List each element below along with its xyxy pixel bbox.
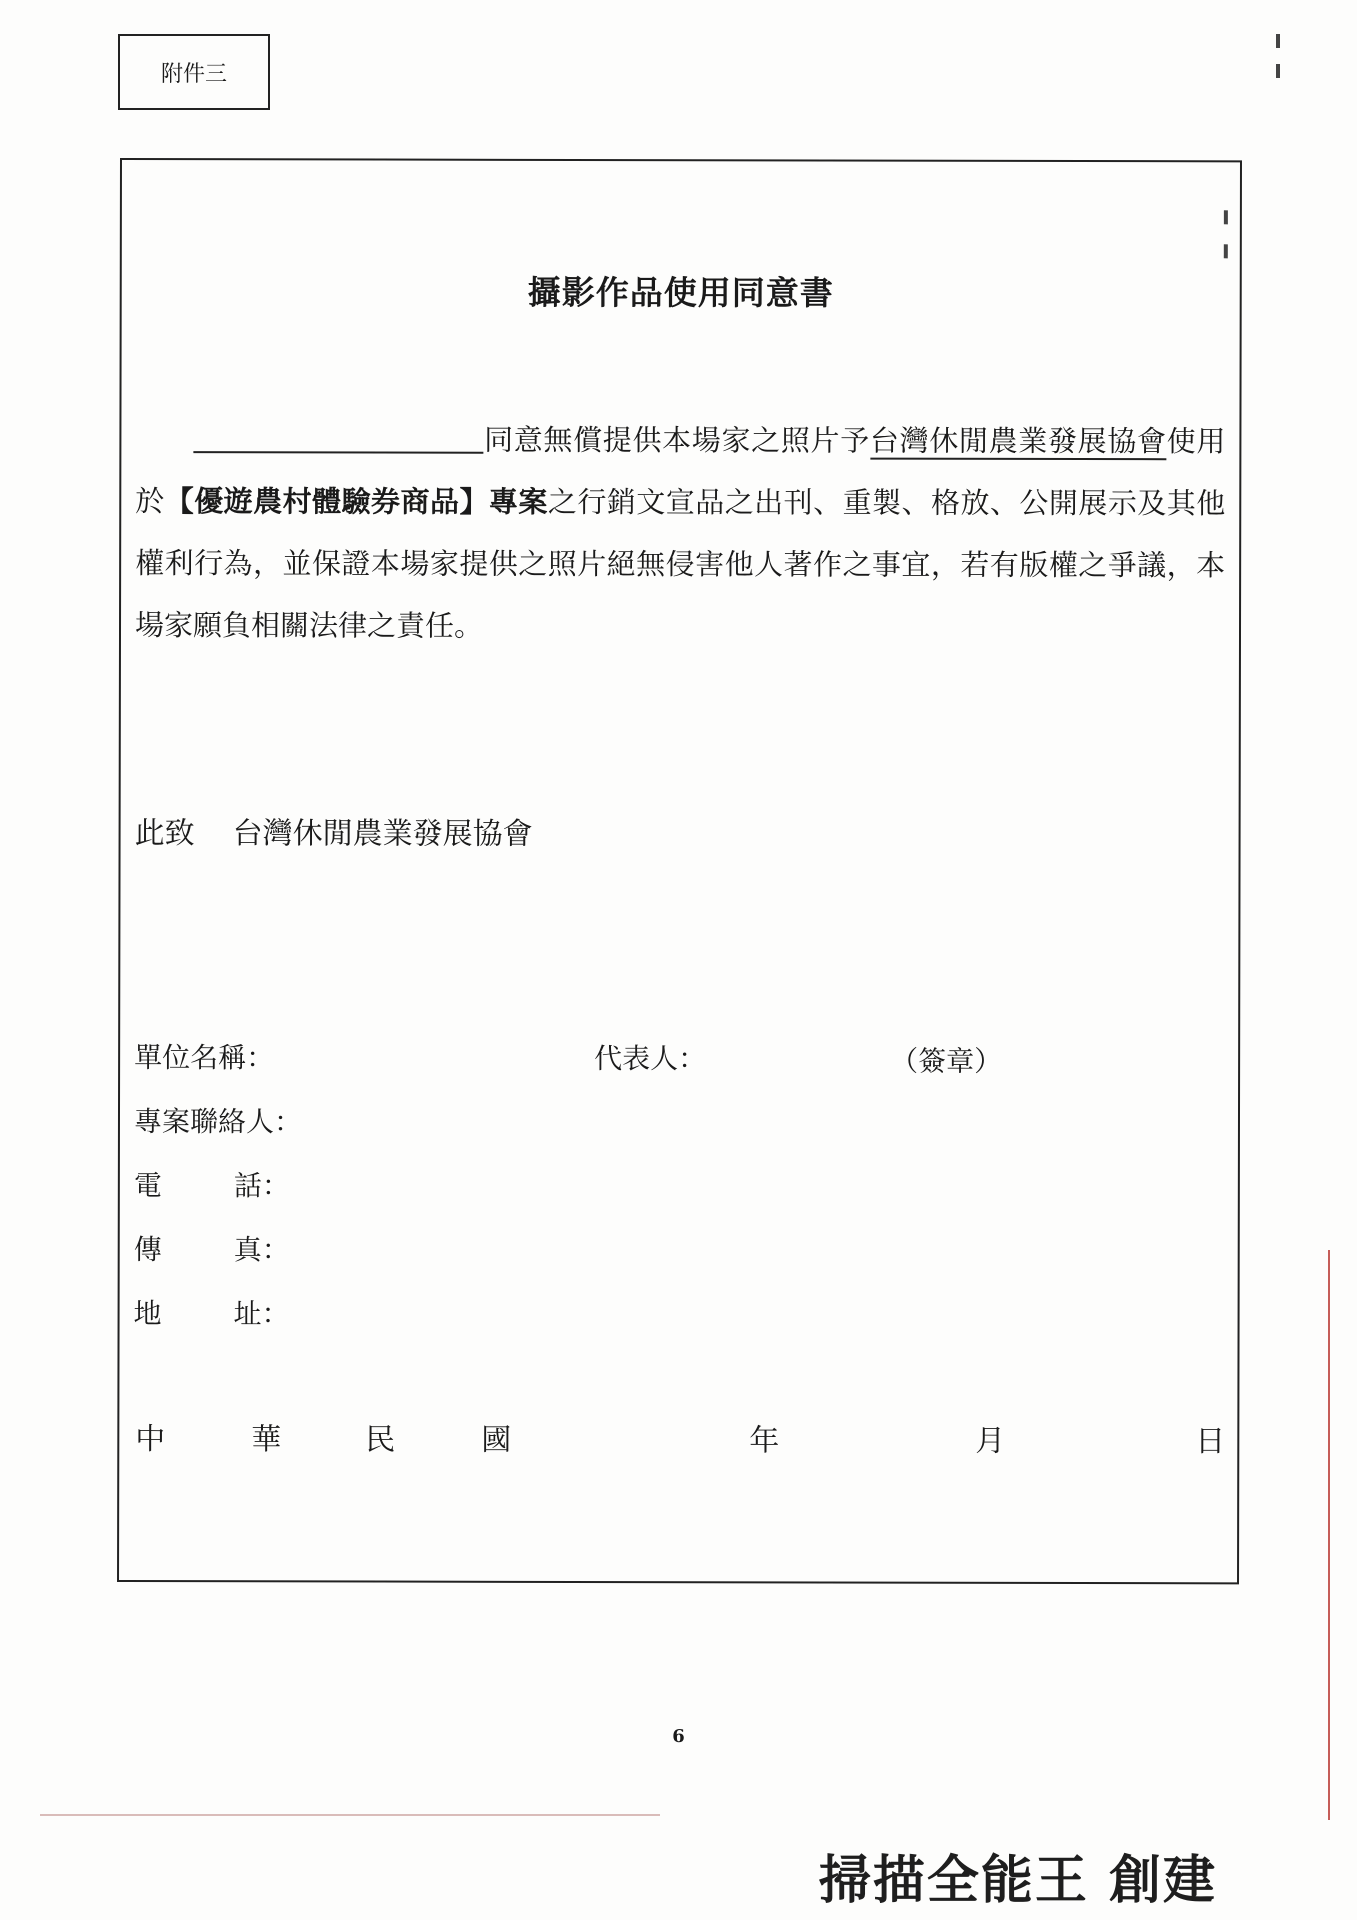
para-after-bold: 之行銷文宣品之出刊、重製、格放、公開展示及其他權利行為，並保證本場家提供之照片絕無侵害他人著作之事宜，若有版權之爭議，本場家願負相關法律之責任。 xyxy=(134,484,1226,643)
fax-label-b: 真： xyxy=(233,1233,290,1267)
fax-label-a: 傳 xyxy=(133,1233,162,1267)
date-hua: 華 xyxy=(251,1422,282,1458)
salutation-organization: 台灣休閒農業發展協會 xyxy=(232,816,533,852)
para-org-underlined: 台灣休閒農業發展協會 xyxy=(869,423,1167,459)
date-guo: 國 xyxy=(481,1422,512,1458)
scanner-watermark: 掃描全能王 創建 xyxy=(818,1851,1217,1911)
scan-mark xyxy=(1276,64,1280,78)
representative-label: 代表人： xyxy=(594,1041,707,1076)
page-number: 6 xyxy=(672,1726,685,1747)
date-zhong: 中 xyxy=(135,1422,166,1458)
para-line1-end: 使 xyxy=(1166,424,1197,459)
phone-label-a: 電 xyxy=(133,1169,162,1203)
para-line1: 同意無償提供本場家之照片予 xyxy=(483,422,870,458)
consent-form-frame xyxy=(117,158,1242,1584)
date-year: 年 xyxy=(749,1423,780,1459)
para-before-bold: 用於 xyxy=(135,424,1226,519)
attachment-label-box xyxy=(118,34,270,110)
date-month: 月 xyxy=(975,1423,1006,1459)
para-bold-project: 【優遊農村體驗券商品】專案 xyxy=(164,484,548,519)
form-title: 攝影作品使用同意書 xyxy=(527,272,834,313)
date-day: 日 xyxy=(1195,1424,1226,1460)
scan-mark xyxy=(1224,244,1228,258)
scan-mark xyxy=(1224,210,1228,224)
party-name-blank[interactable] xyxy=(193,421,483,454)
phone-label-b: 話： xyxy=(233,1169,290,1203)
address-label-b: 址： xyxy=(233,1297,290,1331)
contact-person-label: 專案聯絡人： xyxy=(133,1105,303,1139)
consent-paragraph xyxy=(135,408,1226,658)
unit-name-label: 單位名稱： xyxy=(134,1041,275,1075)
address-label-a: 地 xyxy=(133,1297,162,1331)
date-min: 民 xyxy=(365,1422,396,1458)
attachment-label: 附件三 xyxy=(160,61,227,87)
signature-label: （簽章） xyxy=(890,1044,1003,1078)
scan-mark xyxy=(1276,34,1280,48)
salutation-prefix: 此致 xyxy=(134,816,195,852)
scan-edge-line xyxy=(40,1814,660,1816)
salutation xyxy=(135,808,533,853)
